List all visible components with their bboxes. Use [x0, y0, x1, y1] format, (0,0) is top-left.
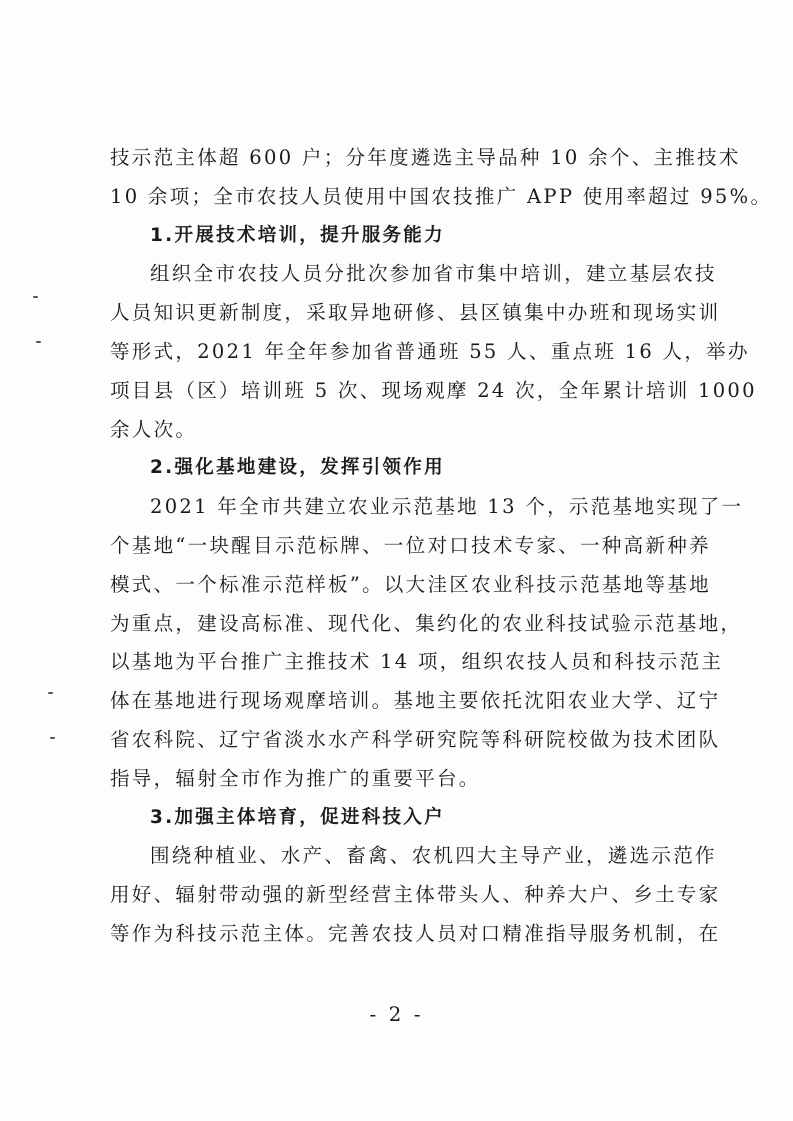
binding-hole-mark: [36, 341, 41, 343]
section-heading: 3.加强主体培育，促进科技入户: [150, 806, 445, 828]
section-heading: 2.强化基地建设，发挥引领作用: [150, 457, 445, 479]
body-line: 人员知识更新制度，采取异地研修、县区镇集中办班和现场实训: [110, 301, 721, 325]
binding-hole-mark: [33, 296, 38, 298]
body-line: 10 余项；全市农技人员使用中国农技推广 APP 使用率超过 95%。: [110, 184, 773, 208]
section-heading: 1.开展技术培训，提升服务能力: [150, 224, 445, 246]
body-line: 个基地“一块醒目示范标牌、一位对口技术专家、一种高新种养: [110, 533, 711, 557]
paragraph-first-line: 围绕种植业、水产、畜禽、农机四大主导产业，遴选示范作: [150, 844, 717, 868]
body-line: 指导，辐射全市作为推广的重要平台。: [110, 766, 481, 790]
body-line: 体在基地进行现场观摩培训。基地主要依托沈阳农业大学、辽宁: [110, 689, 721, 713]
binding-hole-mark: [50, 737, 55, 739]
body-line: 省农科院、辽宁省淡水水产科学研究院等科研院校做为技术团队: [110, 727, 721, 751]
binding-hole-mark: [48, 692, 53, 694]
body-line: 以基地为平台推广主推技术 14 项，组织农技人员和科技示范主: [110, 650, 724, 674]
body-line: 项目县（区）培训班 5 次、现场观摩 24 次，全年累计培训 1000: [110, 378, 757, 402]
paragraph-first-line: 组织全市农技人员分批次参加省市集中培训，建立基层农技: [150, 262, 717, 286]
body-line: 余人次。: [110, 417, 198, 441]
body-line: 为重点，建设高标准、现代化、集约化的农业科技试验示范基地，: [110, 611, 743, 635]
document-body: [110, 139, 773, 954]
paragraph-first-line: 2021 年全市共建立农业示范基地 13 个，示范基地实现了一: [150, 495, 744, 519]
body-line: 模式、一个标准示范样板”。以大洼区农业科技示范基地等基地: [110, 572, 711, 596]
body-line: 等形式，2021 年全年参加省普通班 55 人、重点班 16 人，举办: [110, 339, 750, 363]
body-line: 技示范主体超 600 户；分年度遴选主导品种 10 余个、主推技术: [110, 146, 741, 169]
body-line: 用好、辐射带动强的新型经营主体带头人、种养大户、乡土专家: [110, 883, 721, 907]
body-line: 等作为科技示范主体。完善农技人员对口精准指导服务机制，在: [110, 921, 721, 945]
page-number: - 2 -: [369, 1002, 424, 1026]
